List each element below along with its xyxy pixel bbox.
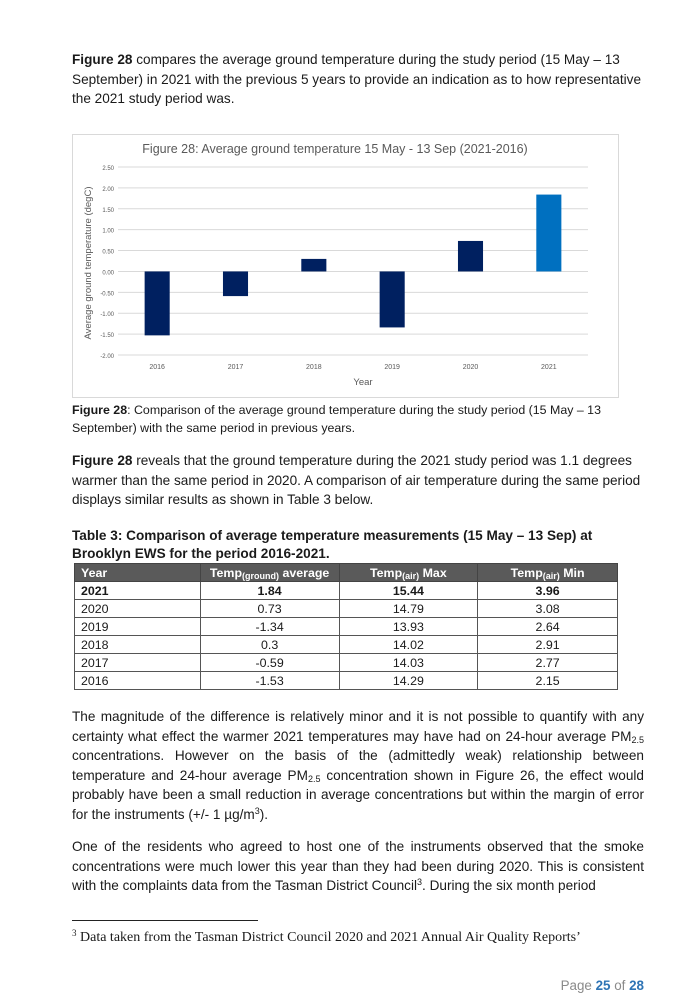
- intro-text: compares the average ground temperature during the study period (15 May – 13 September) in 2021 with the previous 5 years to provide an indication as to how representative the 2021 study period was.: [72, 52, 641, 106]
- header-ground-average: Temp$_{(ground)}$ average: [200, 564, 339, 582]
- table-row: [75, 600, 618, 618]
- bar-2018: [301, 259, 326, 272]
- figure-28-chart: [72, 134, 619, 398]
- chart-title: Figure 28: Average ground temperature 15 May - 13 Sep (2021-2016): [142, 142, 528, 156]
- header-year: Year: [75, 564, 201, 582]
- cell-year: 2020: [75, 600, 201, 618]
- y-tick-label: 0.00: [102, 270, 114, 277]
- cell-air-max: 14.29: [339, 672, 478, 690]
- figure-ref-2: Figure 28: [72, 453, 133, 468]
- y-tick-label: -1.00: [100, 312, 114, 319]
- footnote-ref[interactable]: 3: [417, 877, 423, 887]
- y-axis-label: Average ground temperature (degC): [83, 186, 94, 340]
- intro-paragraph: [72, 50, 644, 109]
- y-tick-label: 2.50: [102, 166, 114, 172]
- caption-label: Figure 28: [72, 403, 128, 417]
- results-text: reveals that the ground temperature during the 2021 study period was 1.1 degrees warmer than the same period in 2020. A comparison of air temperature during the same period displays similar results as shown in Table 3 below.: [72, 453, 641, 507]
- footnote-mark: 3: [72, 928, 77, 938]
- footnote: [72, 930, 662, 946]
- cell-air-max: 14.79: [339, 600, 478, 618]
- table-header-row: [75, 564, 618, 582]
- x-tick-label: 2018: [306, 364, 322, 371]
- total-pages: 28: [629, 978, 644, 993]
- y-tick-label: 0.50: [102, 249, 114, 256]
- cell-year: 2017: [75, 654, 201, 672]
- cell-ground-average: 0.3: [200, 636, 339, 654]
- cell-air-min: 2.15: [478, 672, 618, 690]
- cell-air-max: 13.93: [339, 618, 478, 636]
- cell-air-min: 2.91: [478, 636, 618, 654]
- table-row: [75, 636, 618, 654]
- cell-year: 2021: [75, 582, 201, 600]
- cell-year: 2016: [75, 672, 201, 690]
- bar-2016: [145, 271, 170, 335]
- cell-ground-average: -1.34: [200, 618, 339, 636]
- page-number: Page 25 of 28: [560, 978, 644, 993]
- bar-2020: [458, 241, 483, 271]
- x-tick-label: 2016: [149, 364, 165, 371]
- x-axis-label: Year: [353, 377, 373, 388]
- results-paragraph: [72, 451, 644, 510]
- y-tick-label: 1.00: [102, 228, 114, 235]
- temperature-table: [74, 563, 618, 690]
- x-tick-label: 2020: [462, 364, 479, 371]
- bar-2021: [536, 195, 561, 272]
- caption-text: : Comparison of the average ground temperature during the study period (15 May – 13 September) with the same period in previous years.: [72, 403, 601, 435]
- figure-caption: [72, 402, 644, 437]
- bar-2017: [223, 271, 248, 296]
- bar-chart: [73, 135, 618, 397]
- header-air-max: Temp$_{(air)}$ Max: [339, 564, 478, 582]
- y-tick-label: -0.50: [100, 291, 114, 298]
- current-page: 25: [595, 978, 611, 993]
- table-row: [75, 582, 618, 600]
- cell-air-min: 2.64: [478, 618, 618, 636]
- y-tick-label: -1.50: [100, 333, 114, 340]
- cell-year: 2019: [75, 618, 201, 636]
- x-tick-label: 2021: [541, 364, 557, 371]
- bar-2019: [380, 271, 405, 327]
- x-tick-label: 2017: [227, 364, 244, 371]
- table-row: [75, 618, 618, 636]
- table-row: [75, 654, 618, 672]
- footnote-text: Data taken from the Tasman District Council 2020 and 2021 Annual Air Quality Reports’: [76, 930, 581, 945]
- header-air-min: Temp$_{(air)}$ Min: [478, 564, 618, 582]
- cell-air-max: 14.03: [339, 654, 478, 672]
- cell-air-max: 14.02: [339, 636, 478, 654]
- residents-paragraph: One of the residents who agreed to host one of the instruments observed that the smoke concentrations were much lower this year than they had been during 2020. This is consistent with the complaints data from the Tasman District Council$^3$. During the six month period: [72, 839, 644, 893]
- cell-air-max: 15.44: [339, 582, 478, 600]
- footnote-divider: [72, 920, 258, 921]
- y-tick-label: -2.00: [100, 354, 114, 360]
- cell-ground-average: 0.73: [200, 600, 339, 618]
- cell-air-min: 3.08: [478, 600, 618, 618]
- figure-ref: Figure 28: [72, 52, 133, 67]
- cell-year: 2018: [75, 636, 201, 654]
- cell-ground-average: 1.84: [200, 582, 339, 600]
- table-row: [75, 672, 618, 690]
- x-tick-label: 2019: [384, 364, 400, 371]
- y-tick-label: 2.00: [102, 186, 114, 193]
- cell-ground-average: -0.59: [200, 654, 339, 672]
- cell-air-min: 2.77: [478, 654, 618, 672]
- cell-air-min: 3.96: [478, 582, 618, 600]
- y-tick-label: 1.50: [102, 207, 114, 214]
- cell-ground-average: -1.53: [200, 672, 339, 690]
- magnitude-paragraph: The magnitude of the difference is relatively minor and it is not possible to quantify with any certainty what effect the warmer 2021 temperatures may have had on 24-hour average $PM_{2.5}$ concentrations. However on the basis of the (admittedly weak) relationship between temperature and 24-hour average $PM_{2.5}$ concentration shown in Figure 26, the effect would probably have been a small reduction in average concentrations but within the margin of error for the instruments (+/- 1 $\mu g/m^3$).: [72, 709, 644, 822]
- table-title: Table 3: Comparison of average temperature measurements (15 May – 13 Sep) at Brooklyn EWS for the period 2016-2021.: [72, 528, 593, 561]
